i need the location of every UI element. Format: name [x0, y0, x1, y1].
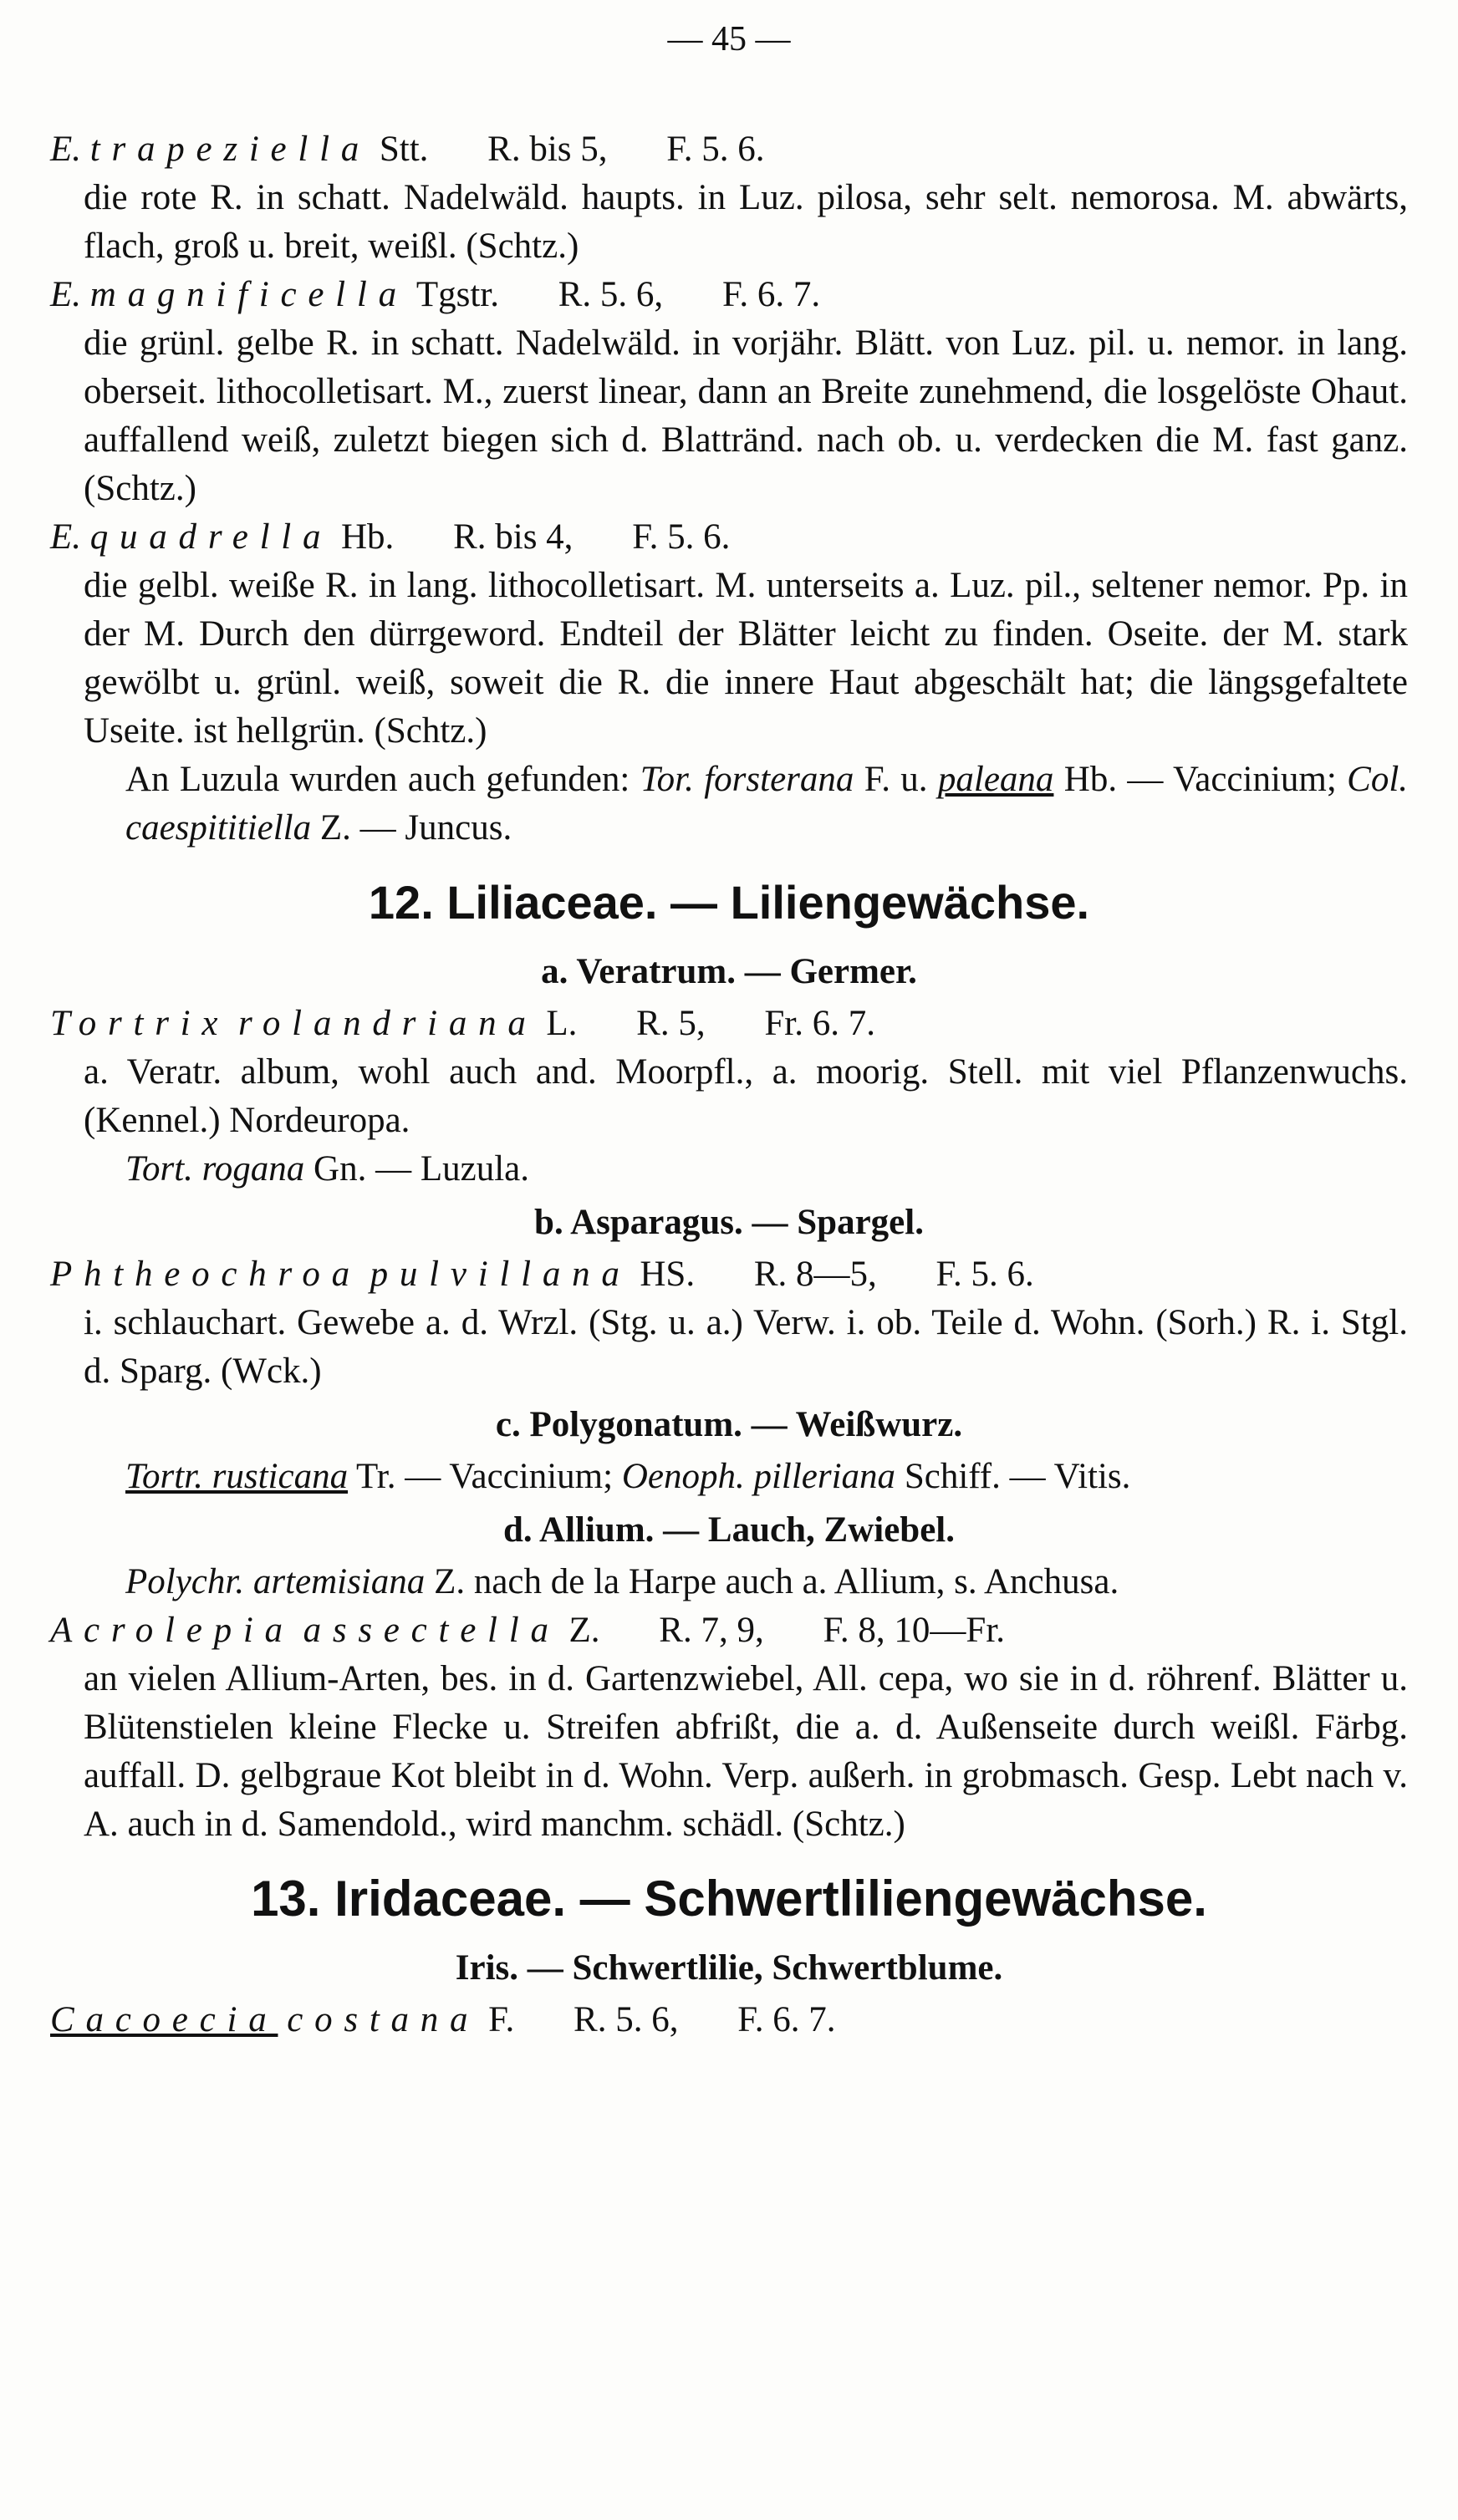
note-species: Col. caespititiella	[125, 760, 1409, 848]
note-species: Tort. rogana	[125, 1149, 305, 1189]
cross-reference	[50, 1558, 1408, 1606]
author: L.	[546, 1004, 578, 1043]
entry-text: an vielen Allium-Arten, bes. in d. Gartenzwiebel, All. cepa, wo sie in d. röhrenf. Blätter u. Blütenstielen kleine Flecke u. Streifen abfrißt, die a. d. Außenseite durch weißl. Färbg. auffall. D. gelbgraue Kot bleibt in d. Wohn. Verp. außerh. in grobmasch. Gesp. Lebt nach v. A. auch in d. Samendold., wird manchm. schädl. (Schtz.)	[84, 1659, 1408, 1844]
note-text: Gn. — Luzula.	[314, 1149, 529, 1189]
cross-reference	[50, 1145, 1408, 1194]
species-entry	[50, 1000, 1408, 1194]
genus-name: Tortrix	[50, 1004, 230, 1043]
note-text: Z. — Juncus.	[319, 808, 512, 848]
larva-period: R. bis 4,	[453, 517, 574, 557]
entry-text: a. Veratr. album, wohl auch and. Moorpfl., a. moorig. Stell. mit viel Pflanzenwuchs. (Kennel.) Nordeuropa.	[84, 1052, 1408, 1140]
entry-heading	[50, 1996, 1408, 2044]
flight-period: Fr. 6. 7.	[764, 1004, 875, 1043]
genus-name: Phtheochroa	[50, 1255, 361, 1294]
author: Hb.	[341, 517, 395, 557]
species-entry	[50, 1250, 1408, 1396]
genus-abbrev: E.	[50, 275, 82, 314]
author: HS.	[640, 1255, 696, 1294]
species-name: assectella	[303, 1611, 560, 1650]
cross-reference	[50, 1453, 1408, 1501]
flight-period: F. 5. 6.	[666, 130, 765, 169]
section-heading: 12. Liliaceae. — Liliengewächse.	[368, 876, 1090, 929]
genus-abbrev: E.	[50, 517, 82, 557]
section-heading: 13. Iridaceae. — Schwertliliengewächse.	[251, 1871, 1207, 1927]
species-entry	[50, 1996, 1408, 2044]
note-text: F. u.	[864, 760, 928, 799]
author: Tgstr.	[415, 275, 499, 314]
flight-period: F. 8, 10—Fr.	[823, 1611, 1006, 1650]
genus-name: Cacoecia	[50, 2000, 278, 2039]
note-species: Oenoph. pilleriana	[621, 1457, 896, 1496]
note-species: Tortr. rusticana	[125, 1457, 349, 1496]
entry-text: die gelbl. weiße R. in lang. lithocolletisart. M. unterseits a. Luz. pil., seltener nemor. Pp. in der M. Durch den dürrgeword. Endteil der Blätter leicht zu finden. Oseite. der M. stark gewölbt u. grünl. weiß, soweit die R. die innere Haut abgeschält hat; die längsgefaltete Useite. ist hellgrün. (Schtz.)	[84, 566, 1408, 751]
larva-period: R. 5,	[636, 1004, 706, 1043]
note-species: Tor. forsterana	[640, 760, 854, 799]
entry-heading	[50, 271, 1408, 319]
genus-abbrev: E.	[50, 130, 82, 169]
entry-heading	[50, 1606, 1408, 1655]
species-name: rolandriana	[237, 1004, 538, 1043]
entry-heading	[50, 1000, 1408, 1048]
entry-heading	[50, 513, 1408, 562]
note-text: Tr. — Vaccinium;	[356, 1457, 614, 1496]
species-entry	[50, 1606, 1408, 1849]
subsection-heading: c. Polygonatum. — Weißwurz.	[495, 1405, 963, 1444]
species-name: costana	[287, 2000, 480, 2039]
flight-period: F. 5. 6.	[632, 517, 731, 557]
genus-name: Acrolepia	[50, 1611, 294, 1650]
note-text: Hb. — Vaccinium;	[1063, 760, 1337, 799]
luzula-note	[50, 756, 1408, 853]
flight-period: F. 6. 7.	[721, 275, 821, 314]
species-name: trapeziella	[89, 130, 371, 169]
subsection-heading: b. Asparagus. — Spargel.	[534, 1203, 924, 1242]
note-species: paleana	[937, 760, 1054, 799]
entry-text: die rote R. in schatt. Nadelwäld. haupts. in Luz. pilosa, sehr selt. nemorosa. M. abwärts, flach, groß u. breit, weißl. (Schtz.)	[84, 178, 1408, 266]
larva-period: R. 5. 6,	[574, 2000, 679, 2039]
species-entry	[50, 271, 1408, 513]
note-species: Polychr. artemisiana	[125, 1562, 426, 1601]
larva-period: R. 8—5,	[753, 1255, 877, 1294]
species-entry	[50, 513, 1408, 756]
entry-heading	[50, 1250, 1408, 1299]
entry-heading	[50, 125, 1408, 174]
page-number: — 45 —	[667, 20, 791, 59]
subsection-heading: Iris. — Schwertlilie, Schwertblume.	[455, 1948, 1003, 1988]
subsection-heading: a. Veratrum. — Germer.	[541, 952, 917, 991]
entry-text: i. schlauchart. Gewebe a. d. Wrzl. (Stg. u. a.) Verw. i. ob. Teile d. Wohn. (Sorh.) R. i. Stgl. d. Sparg. (Wck.)	[84, 1303, 1408, 1391]
subsection-heading: d. Allium. — Lauch, Zwiebel.	[503, 1510, 955, 1550]
species-name: magnificella	[89, 275, 408, 314]
larva-period: R. 7, 9,	[659, 1611, 764, 1650]
author: Stt.	[379, 130, 429, 169]
species-entry	[50, 125, 1408, 271]
author: F.	[488, 2000, 515, 2039]
note-text: Z. nach de la Harpe auch a. Allium, s. Anchusa.	[434, 1562, 1119, 1601]
larva-period: R. 5. 6,	[558, 275, 664, 314]
note-text: Schiff. — Vitis.	[904, 1457, 1131, 1496]
larva-period: R. bis 5,	[487, 130, 608, 169]
note-text: An Luzula wurden auch gefunden:	[125, 760, 630, 799]
entry-text: die grünl. gelbe R. in schatt. Nadelwäld. in vorjähr. Blätt. von Luz. pil. u. nemor. in lang. oberseit. lithocolletisart. M., zuerst linear, dann an Breite zunehmend, die losgelöste Ohaut. auffallend weiß, zuletzt biegen sich d. Blattränd. nach ob. u. verdecken die M. fast ganz. (Schtz.)	[84, 323, 1408, 508]
author: Z.	[568, 1611, 600, 1650]
flight-period: F. 6. 7.	[737, 2000, 836, 2039]
flight-period: F. 5. 6.	[935, 1255, 1034, 1294]
species-name: pulvillana	[370, 1255, 631, 1294]
species-name: quadrella	[89, 517, 333, 557]
